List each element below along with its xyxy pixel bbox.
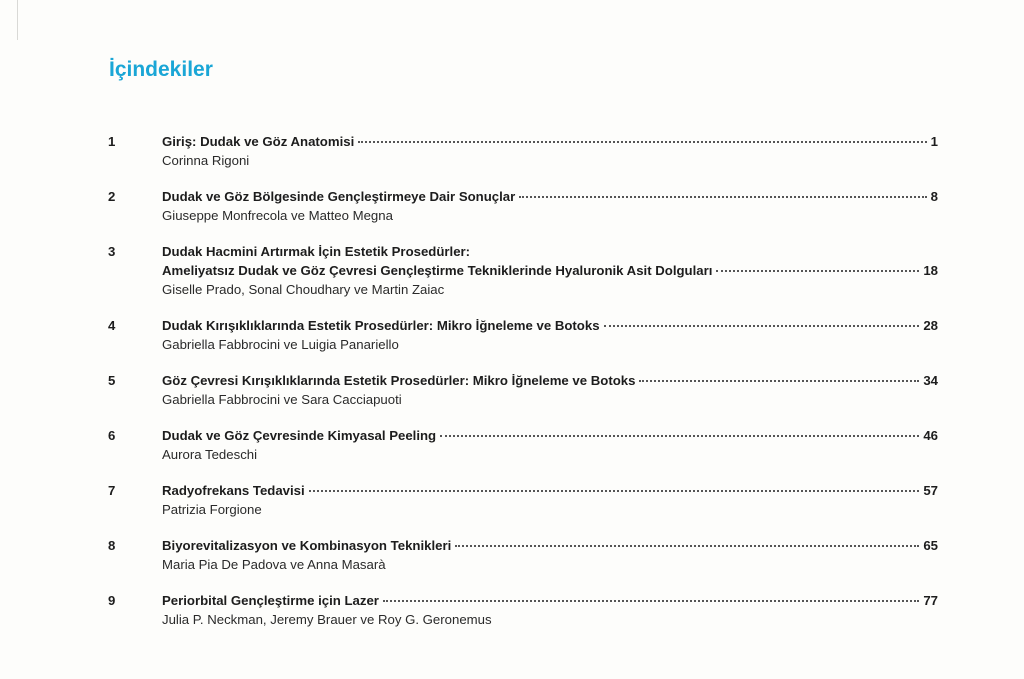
chapter-title-row bbox=[162, 426, 938, 445]
chapter-authors: Julia P. Neckman, Jeremy Brauer ve Roy G. Geronemus bbox=[162, 612, 492, 627]
chapter-title-row bbox=[162, 132, 938, 151]
chapter-authors: Patrizia Forgione bbox=[162, 502, 262, 517]
chapter-title: Ameliyatsız Dudak ve Göz Çevresi Gençleştirme Tekniklerinde Hyaluronik Asit Dolguları bbox=[162, 263, 713, 278]
chapter-number: 2 bbox=[108, 189, 116, 204]
chapter-title-row bbox=[162, 481, 938, 500]
chapter-number: 8 bbox=[108, 538, 116, 553]
chapter-title: Göz Çevresi Kırışıklıklarında Estetik Prosedürler: Mikro İğneleme ve Botoks bbox=[162, 373, 636, 388]
chapter-authors: Gabriella Fabbrocini ve Sara Cacciapuoti bbox=[162, 392, 402, 407]
toc-entry bbox=[108, 481, 938, 519]
dot-leader bbox=[519, 195, 926, 198]
chapter-title-row bbox=[162, 261, 938, 280]
chapter-title-row bbox=[162, 591, 938, 610]
chapter-title: Radyofrekans Tedavisi bbox=[162, 483, 305, 498]
chapter-number: 4 bbox=[108, 318, 116, 333]
chapter-title: Biyorevitalizasyon ve Kombinasyon Teknikleri bbox=[162, 538, 452, 553]
page-number: 18 bbox=[923, 263, 938, 278]
chapter-title-line1: Dudak Hacmini Artırmak İçin Estetik Prosedürler: bbox=[162, 244, 471, 259]
toc-entry bbox=[108, 591, 938, 629]
chapter-authors: Giselle Prado, Sonal Choudhary ve Martin Zaiac bbox=[162, 282, 445, 297]
chapter-title: Periorbital Gençleştirme için Lazer bbox=[162, 593, 379, 608]
chapter-authors: Aurora Tedeschi bbox=[162, 447, 258, 462]
toc-entry bbox=[108, 316, 938, 354]
page-number: 46 bbox=[923, 428, 938, 443]
dot-leader bbox=[440, 434, 919, 437]
dot-leader bbox=[383, 599, 919, 602]
dot-leader bbox=[604, 324, 920, 327]
chapter-title: Dudak ve Göz Bölgesinde Gençleştirmeye Dair Sonuçlar bbox=[162, 189, 516, 204]
dot-leader bbox=[639, 379, 919, 382]
dot-leader bbox=[358, 140, 926, 143]
toc-entry bbox=[108, 536, 938, 574]
toc-list bbox=[108, 132, 938, 646]
page-number: 8 bbox=[930, 189, 938, 204]
chapter-title: Giriş: Dudak ve Göz Anatomisi bbox=[162, 134, 355, 149]
page-number: 1 bbox=[930, 134, 938, 149]
page-edge-line bbox=[17, 0, 18, 40]
page-number: 65 bbox=[923, 538, 938, 553]
toc-entry bbox=[108, 132, 938, 170]
chapter-number: 9 bbox=[108, 593, 116, 608]
page-number: 34 bbox=[923, 373, 938, 388]
chapter-authors: Maria Pia De Padova ve Anna Masarà bbox=[162, 557, 386, 572]
chapter-title-row bbox=[162, 371, 938, 390]
chapter-number: 6 bbox=[108, 428, 116, 443]
chapter-number: 3 bbox=[108, 244, 116, 259]
chapter-title: Dudak Kırışıklıklarında Estetik Prosedürler: Mikro İğneleme ve Botoks bbox=[162, 318, 600, 333]
chapter-number: 5 bbox=[108, 373, 116, 388]
chapter-number: 7 bbox=[108, 483, 116, 498]
page-title: İçindekiler bbox=[109, 58, 213, 81]
chapter-authors: Giuseppe Monfrecola ve Matteo Megna bbox=[162, 208, 393, 223]
chapter-title: Dudak ve Göz Çevresinde Kimyasal Peeling bbox=[162, 428, 437, 443]
chapter-title-row bbox=[162, 187, 938, 206]
page-number: 28 bbox=[923, 318, 938, 333]
chapter-authors: Corinna Rigoni bbox=[162, 153, 250, 168]
page-number: 57 bbox=[923, 483, 938, 498]
dot-leader bbox=[309, 489, 920, 492]
chapter-number: 1 bbox=[108, 134, 116, 149]
toc-entry bbox=[108, 242, 938, 299]
toc-entry bbox=[108, 187, 938, 225]
dot-leader bbox=[716, 269, 919, 272]
chapter-title-row bbox=[162, 316, 938, 335]
dot-leader bbox=[455, 544, 919, 547]
page-number: 77 bbox=[923, 593, 938, 608]
toc-entry bbox=[108, 426, 938, 464]
toc-entry bbox=[108, 371, 938, 409]
chapter-authors: Gabriella Fabbrocini ve Luigia Panariello bbox=[162, 337, 399, 352]
chapter-title-row bbox=[162, 536, 938, 555]
